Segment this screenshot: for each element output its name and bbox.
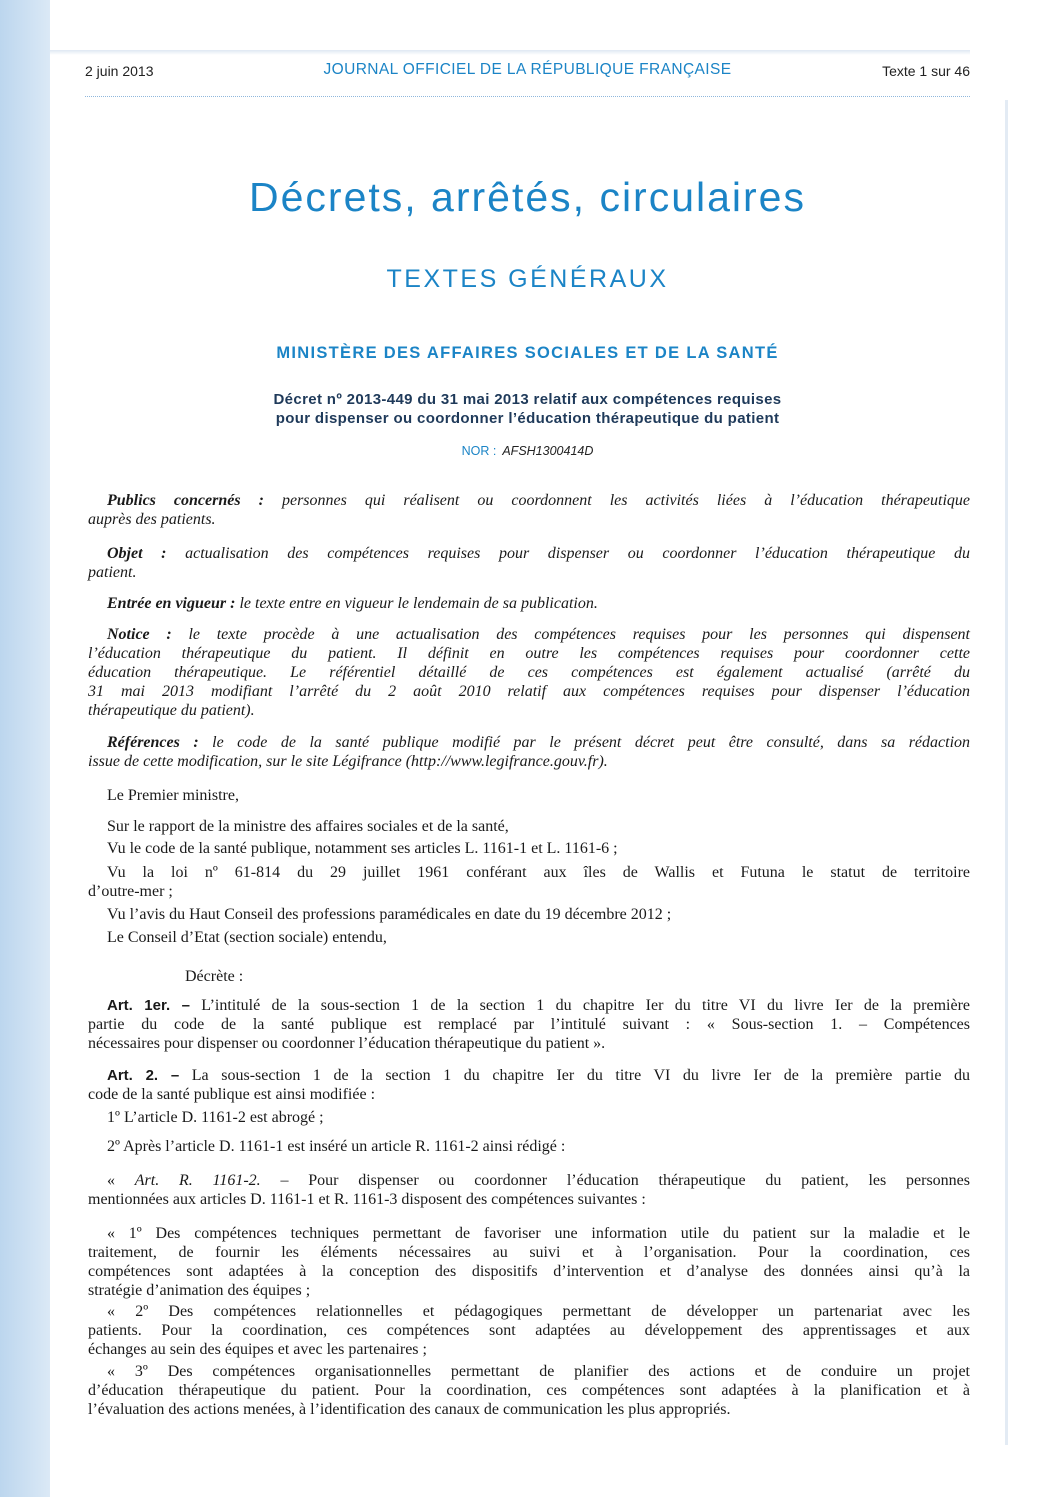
- conseil-line: Le Conseil d’Etat (section sociale) entendu,: [107, 929, 387, 946]
- article-2-label: Art. 2. –: [107, 1067, 180, 1084]
- left-margin-band: [0, 0, 50, 1497]
- publics-line: auprès des patients.: [88, 511, 216, 528]
- vu-loi-line: Vu la loi nº 61-814 du 29 juillet 1961 conférant aux îles de Wallis et Futuna le statut de territoire: [107, 864, 970, 881]
- references-line: issue de cette modification, sur le site Légifrance (http://www.legifrance.gouv.fr).: [88, 753, 608, 770]
- vu-code-line: Vu le code de la santé publique, notamment ses articles L. 1161-1 et L. 1161-6 ;: [107, 840, 618, 857]
- competence-1-line: traitement, de fournir les éléments nécessaires au suivi et à l’organisation. Pour la coordination, ces: [88, 1244, 970, 1261]
- objet-line: patient.: [88, 564, 137, 581]
- competence-1-line: stratégie d’animation des équipes ;: [88, 1282, 311, 1299]
- header-journal-title: JOURNAL OFFICIEL DE LA RÉPUBLIQUE FRANÇAISE: [323, 61, 732, 78]
- premier-ministre: Le Premier ministre,: [107, 787, 239, 804]
- page-header: [85, 63, 970, 83]
- notice-line: thérapeutique du patient).: [88, 702, 255, 719]
- decree-title: [85, 390, 970, 428]
- notice-line: Notice : le texte procède à une actualisation des compétences requises pour les personnes qui dispensent: [107, 626, 970, 643]
- notice-line: l’éducation thérapeutique du patient. Il définit en outre les compétences requises pour coordonner cette: [88, 645, 970, 662]
- article-r1161-2-line: « Art. R. 1161-2. – Pour dispenser ou coordonner l’éducation thérapeutique du patient, les personnes: [107, 1172, 971, 1189]
- document-category-title: Décrets, arrêtés, circulaires: [249, 174, 806, 220]
- article-2-item-2: 2º Après l’article D. 1161-1 est inséré un article R. 1161-2 ainsi rédigé :: [107, 1138, 566, 1155]
- publics-line: Publics concernés : personnes qui réalisent ou coordonnent les activités liées à l’éducation thérapeutique: [107, 492, 970, 509]
- publics-label: Publics concernés :: [107, 492, 264, 509]
- competence-3-line: d’éducation thérapeutique du patient. Pour la coordination, ces compétences sont adaptées à la planification et à: [88, 1382, 970, 1399]
- article-1-line: partie du code de la santé publique est remplacé par l’intitulé suivant : « Sous-section 1. – Compétences: [88, 1016, 970, 1033]
- competence-1-line: compétences sont adaptées à la conception des dispositifs d’intervention et d’analyse des données ainsi qu’à la: [88, 1263, 970, 1280]
- ministry-heading: MINISTÈRE DES AFFAIRES SOCIALES ET DE LA SANTÉ: [276, 344, 779, 362]
- notice-label: Notice :: [107, 626, 172, 643]
- nor-label: NOR :: [461, 444, 497, 458]
- decree-title-line: pour dispenser ou coordonner l’éducation thérapeutique du patient: [275, 410, 780, 427]
- header-divider: [85, 96, 970, 97]
- nor-code: AFSH1300414D: [502, 444, 594, 458]
- header-page-number: Texte 1 sur 46: [882, 63, 970, 79]
- entree-line: Entrée en vigueur : le texte entre en vigueur le lendemain de sa publication.: [107, 595, 598, 612]
- references-line: Références : le code de la santé publique modifié par le présent décret peut être consulté, dans sa rédaction: [107, 734, 971, 751]
- competence-2-line: « 2º Des compétences relationnelles et pédagogiques permettant de développer un partenariat avec les: [107, 1303, 970, 1320]
- article-2-line: Art. 2. – La sous-section 1 de la section 1 du chapitre Ier du titre VI du livre Ier de la première partie du: [107, 1067, 970, 1084]
- article-1-line: nécessaires pour dispenser ou coordonner l’éducation thérapeutique du patient ».: [88, 1035, 606, 1052]
- references-label: Références :: [107, 734, 199, 751]
- objet-label: Objet :: [107, 545, 167, 562]
- header-date: 2 juin 2013: [85, 63, 154, 79]
- vu-loi-line: d’outre-mer ;: [88, 883, 173, 900]
- article-1-label: Art. 1er. –: [107, 997, 190, 1014]
- article-r1161-2-ref: Art. R. 1161-2.: [134, 1172, 261, 1189]
- right-page-rule: [1005, 100, 1008, 1445]
- competence-3-line: « 3º Des compétences organisationnelles permettant de planifier des actions et de conduire un projet: [107, 1363, 970, 1380]
- article-1-line: Art. 1er. – L’intitulé de la sous-section 1 de la section 1 du chapitre Ier du titre VI du livre Ier de la première: [107, 997, 971, 1014]
- entree-label: Entrée en vigueur :: [107, 595, 236, 612]
- article-2-line: code de la santé publique est ainsi modifiée :: [88, 1086, 376, 1103]
- competence-2-line: échanges au sein des équipes et avec les partenaires ;: [88, 1341, 427, 1358]
- section-title: TEXTES GÉNÉRAUX: [386, 265, 669, 293]
- article-2-item-1: 1º L’article D. 1161-2 est abrogé ;: [107, 1109, 324, 1126]
- decree-title-line: Décret nº 2013-449 du 31 mai 2013 relatif aux compétences requises: [273, 391, 782, 408]
- vu-avis-line: Vu l’avis du Haut Conseil des professions paramédicales en date du 19 décembre 2012 ;: [107, 906, 672, 923]
- article-r1161-2-line: mentionnées aux articles D. 1161-1 et R. 1161-3 disposent des compétences suivantes :: [88, 1191, 646, 1208]
- decrete-line: Décrète :: [185, 968, 244, 985]
- competence-1-line: « 1º Des compétences techniques permettant de favoriser une information utile du patient sur la maladie et le: [107, 1225, 970, 1242]
- top-page-rule: [50, 50, 970, 55]
- notice-line: éducation thérapeutique. Le référentiel détaillé de ces compétences est également actualisé (arrêté du: [88, 664, 970, 681]
- competence-3-line: l’évaluation des actions menées, à l’identification des canaux de communication les plus appropriés.: [88, 1401, 731, 1418]
- objet-line: Objet : actualisation des compétences requises pour dispenser ou coordonner l’éducation thérapeutique du: [107, 545, 971, 562]
- nor-reference: [85, 444, 970, 458]
- rapport-line: Sur le rapport de la ministre des affaires sociales et de la santé,: [107, 818, 509, 835]
- competence-2-line: patients. Pour la coordination, ces compétences sont adaptées au développement des apprentissages et aux: [88, 1322, 970, 1339]
- notice-line: 31 mai 2013 modifiant l’arrêté du 2 août 2010 relatif aux compétences requises pour dispenser l’éducation: [88, 683, 970, 700]
